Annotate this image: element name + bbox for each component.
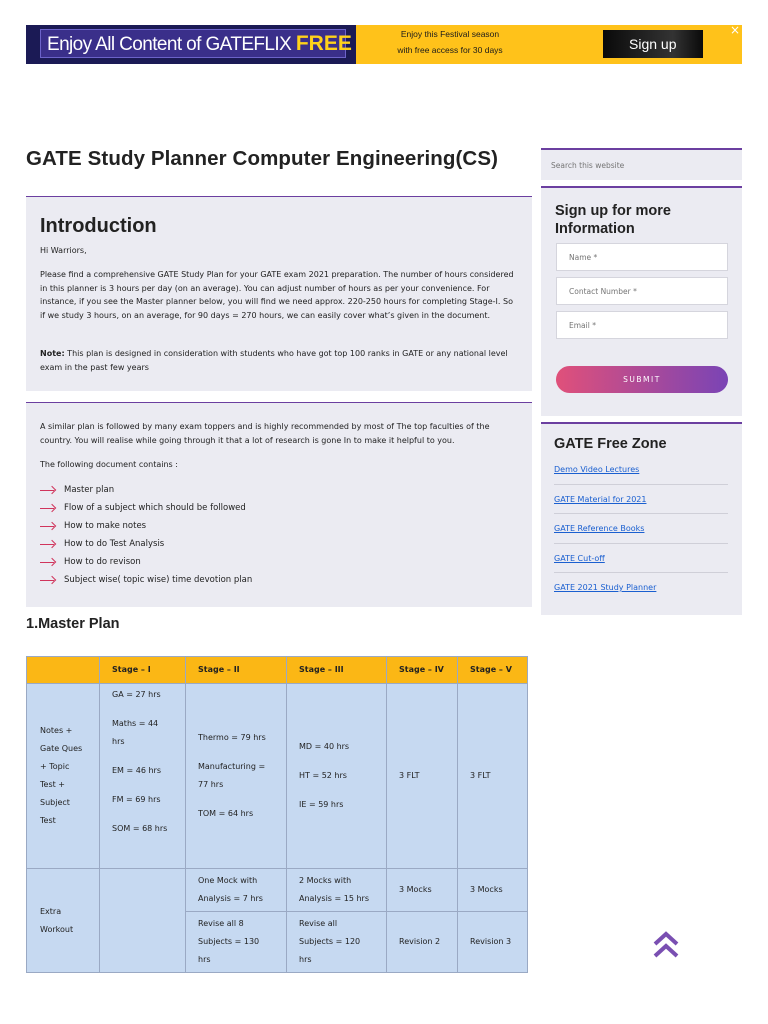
- cell-line: Manufacturing =: [198, 762, 266, 771]
- list-item-label: How to do revison: [64, 557, 141, 567]
- cell-line: HT = 52 hrs: [299, 771, 347, 780]
- table-header-row: [27, 657, 528, 684]
- table-header-cell: Stage – III: [287, 657, 387, 684]
- list-item: [40, 499, 252, 517]
- contents-list: [40, 481, 252, 589]
- cell-line: Workout: [40, 924, 74, 934]
- table-cell: [27, 869, 100, 973]
- note-text: This plan is designed in consideration with students who have got top 100 ranks in GATE or any national level exam in the past few years: [40, 349, 508, 372]
- cell-gap: [112, 751, 173, 762]
- table-row: [27, 684, 528, 869]
- table-cell: 3 Mocks: [387, 869, 458, 912]
- table-header-cell: Stage – V: [458, 657, 528, 684]
- contents-section: [26, 402, 532, 607]
- table-header-cell: [27, 657, 100, 684]
- table-header-cell: Stage – IV: [387, 657, 458, 684]
- contents-paragraph: A similar plan is followed by many exam toppers and is highly recommended by most of The top faculties of the country. You will realise while going through it that a lot of research is gone In to make it helpful to you.: [40, 422, 490, 445]
- double-chevron-up-icon: [652, 929, 680, 961]
- cell-gap: [299, 756, 374, 767]
- list-item-label: Master plan: [64, 485, 115, 495]
- intro-note: [40, 347, 516, 374]
- link-demo-video-lectures[interactable]: Demo Video Lectures: [554, 465, 640, 474]
- table-header-cell: Stage – II: [186, 657, 287, 684]
- cell-line: Thermo = 79 hrs: [198, 733, 266, 742]
- cell-line: Subject: [40, 798, 70, 807]
- cell-line: Test +: [40, 780, 65, 789]
- cell-gap: [299, 785, 374, 796]
- cell-line: 77 hrs: [198, 780, 224, 789]
- signup-heading: Sign up for more Information: [555, 203, 671, 237]
- cell-gap: [112, 780, 173, 791]
- cell-line: + Topic: [40, 762, 70, 771]
- list-item-label: How to do Test Analysis: [64, 539, 165, 549]
- intro-section: [26, 196, 532, 391]
- cell-line: hrs: [112, 737, 125, 746]
- cell-line: TOM = 64 hrs: [198, 809, 254, 818]
- contact-number-field[interactable]: [556, 277, 728, 305]
- arrow-right-icon: [40, 522, 56, 530]
- banner-promo-text: [360, 26, 540, 58]
- close-icon[interactable]: ×: [729, 23, 740, 37]
- cell-line: Notes +: [40, 726, 73, 735]
- promo-banner[interactable]: [26, 25, 742, 64]
- cell-line: IE = 59 hrs: [299, 800, 344, 809]
- cell-gap: [198, 794, 274, 805]
- cell-line: EM = 46 hrs: [112, 766, 161, 775]
- cell-line: FM = 69 hrs: [112, 795, 161, 804]
- cell-line: Test: [40, 816, 56, 825]
- banner-brand-area: [26, 25, 356, 64]
- free-zone-heading: GATE Free Zone: [554, 436, 667, 452]
- master-plan-heading: 1.Master Plan: [26, 616, 120, 632]
- link-gate-material[interactable]: GATE Material for 2021: [554, 494, 647, 504]
- cell-line: hrs: [299, 955, 312, 964]
- list-item: [554, 544, 728, 574]
- master-plan-table: [26, 656, 528, 973]
- table-cell: [100, 684, 186, 869]
- table-cell: [186, 684, 287, 869]
- search-input[interactable]: [541, 150, 742, 180]
- list-item-label: Subject wise( topic wise) time devotion plan: [64, 575, 253, 585]
- cell-line: GA = 27 hrs: [112, 690, 161, 699]
- list-item: [554, 573, 728, 603]
- table-cell: 3 Mocks: [458, 869, 528, 912]
- table-cell: [287, 869, 387, 912]
- note-label: Note:: [40, 349, 65, 358]
- list-item: [40, 571, 252, 589]
- cell-line: Subjects = 120: [299, 937, 361, 946]
- table-cell: [186, 912, 287, 973]
- page-title: GATE Study Planner Computer Engineering(CS): [26, 147, 499, 170]
- list-item: [554, 514, 728, 544]
- banner-free-label: FREE: [295, 32, 352, 55]
- list-item: [40, 553, 252, 571]
- arrow-right-icon: [40, 576, 56, 584]
- cell-line: Revise all 8: [198, 919, 244, 928]
- intro-greeting: Hi Warriors,: [40, 246, 87, 255]
- cell-gap: [112, 704, 173, 715]
- contents-lead: The following document contains :: [40, 460, 178, 469]
- arrow-right-icon: [40, 558, 56, 566]
- arrow-right-icon: [40, 540, 56, 548]
- name-field[interactable]: [556, 243, 728, 271]
- cell-line: Gate Ques: [40, 744, 83, 753]
- banner-signup-button[interactable]: Sign up: [603, 30, 703, 58]
- list-item: [554, 485, 728, 515]
- free-zone-widget: [541, 422, 742, 615]
- sidebar-search: [541, 148, 742, 180]
- intro-paragraph: Please find a comprehensive GATE Study Plan for your GATE exam 2021 preparation. The number of hours considered in this planner is 3 hours per day (on an average). You can adjust number of hours as per your convenience. For instance, if you see the Master planner below, you will find we need approx. 220-250 hours for completing Stage-I. So if we study 3 hours, on an average, for 90 days = 270 hours, we can easily cover what’s given in the document.: [40, 270, 514, 320]
- list-item: [40, 535, 252, 553]
- cell-line: Maths = 44: [112, 719, 159, 728]
- free-zone-links: [554, 455, 728, 603]
- table-cell: [27, 684, 100, 869]
- table-cell: Revision 3: [458, 912, 528, 973]
- cell-line: 2 Mocks with: [299, 876, 352, 885]
- table-cell: Revision 2: [387, 912, 458, 973]
- submit-button[interactable]: SUBMIT: [556, 366, 728, 393]
- banner-promo-line1: Enjoy this Festival season: [400, 29, 500, 39]
- link-study-planner[interactable]: GATE 2021 Study Planner: [554, 583, 657, 592]
- cell-line: One Mock with: [198, 876, 258, 885]
- table-header-cell: Stage – I: [100, 657, 186, 684]
- banner-promo-line2: with free access for 30 days: [397, 45, 503, 55]
- arrow-right-icon: [40, 504, 56, 512]
- list-item: [554, 455, 728, 485]
- table-cell: 3 FLT: [458, 684, 528, 869]
- list-item: [40, 481, 252, 499]
- list-item-label: Flow of a subject which should be followed: [64, 503, 246, 513]
- table-cell: [287, 684, 387, 869]
- cell-line: Extra: [40, 906, 62, 916]
- cell-line: Analysis = 7 hrs: [198, 894, 263, 903]
- signup-widget: [541, 186, 742, 416]
- cell-line: Subjects = 130: [198, 937, 260, 946]
- cell-line: SOM = 68 hrs: [112, 824, 168, 833]
- list-item-label: How to make notes: [64, 521, 147, 531]
- table-cell: 3 FLT: [387, 684, 458, 869]
- table-cell: [287, 912, 387, 973]
- scroll-top-button[interactable]: [652, 929, 680, 961]
- cell-gap: [198, 747, 274, 758]
- banner-brand-label: Enjoy All Content of GATEFLIX: [47, 34, 292, 55]
- link-cut-off[interactable]: GATE Cut-off: [554, 553, 605, 563]
- cell-line: Analysis = 15 hrs: [299, 894, 369, 903]
- list-item: [40, 517, 252, 535]
- table-cell: [100, 869, 186, 973]
- cell-line: Revise all: [299, 919, 338, 928]
- banner-brand-text: [40, 29, 352, 58]
- link-reference-books[interactable]: GATE Reference Books: [554, 524, 645, 533]
- cell-gap: [112, 809, 173, 820]
- intro-heading: Introduction: [40, 215, 157, 237]
- table-cell: [186, 869, 287, 912]
- email-field[interactable]: [556, 311, 728, 339]
- arrow-right-icon: [40, 486, 56, 494]
- cell-line: hrs: [198, 955, 211, 964]
- cell-line: MD = 40 hrs: [299, 742, 350, 751]
- table-row: [27, 869, 528, 912]
